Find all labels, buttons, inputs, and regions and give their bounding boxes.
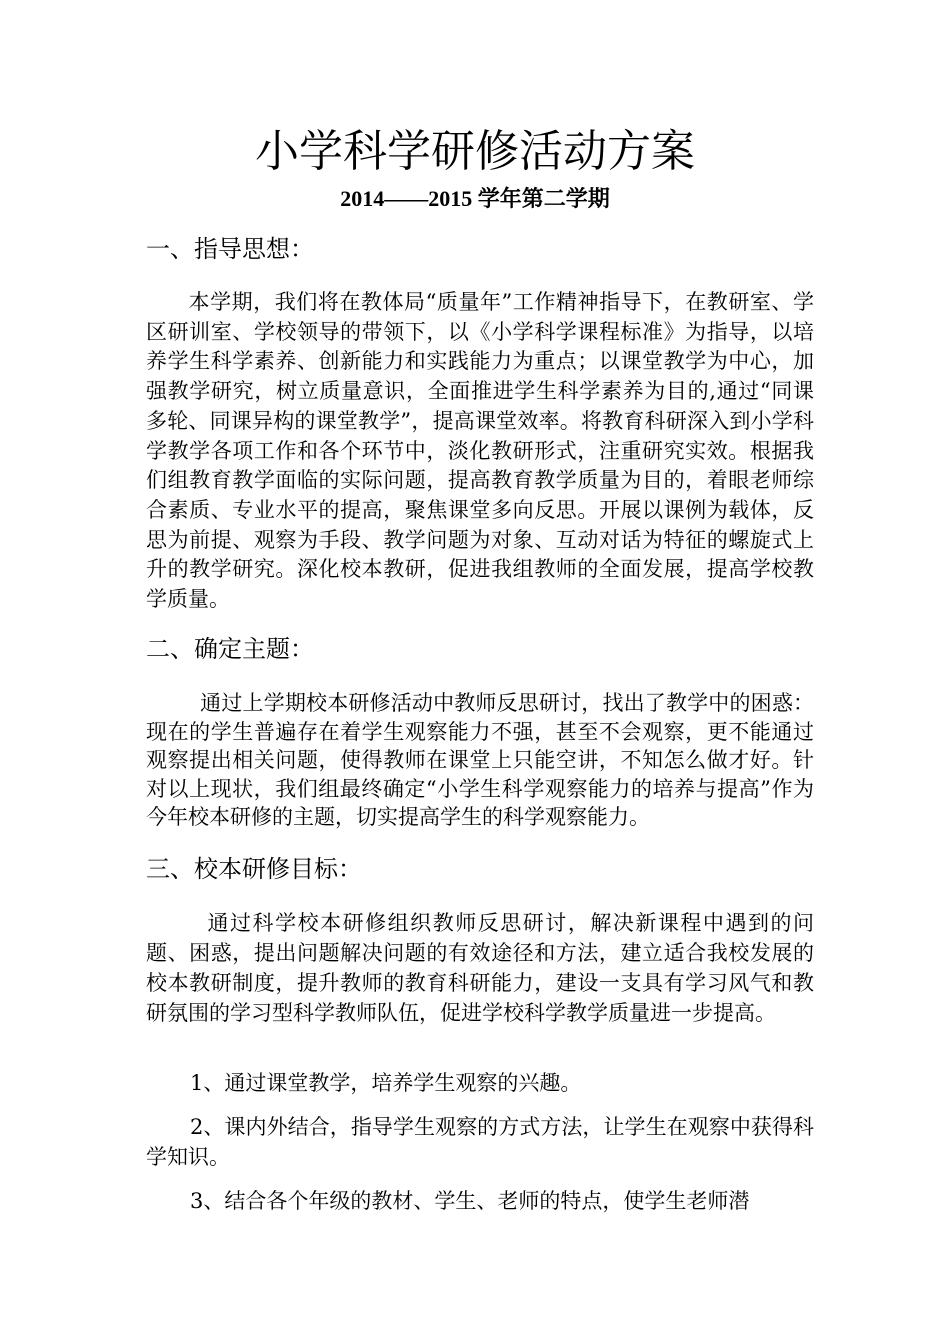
section-paragraph-goals <box>146 908 814 1028</box>
section-heading-theme: 二、确定主题： <box>146 635 314 663</box>
goal-item-2 <box>146 1112 814 1172</box>
section-paragraph-theme <box>146 689 814 832</box>
goal-item-1 <box>146 1068 814 1098</box>
goal-item-text: 1、通过课堂教学，培养学生观察的兴趣。 <box>190 1071 582 1095</box>
goal-item-3 <box>146 1186 814 1216</box>
paragraph-text: 通过上学期校本研修活动中教师反思研讨，找出了教学中的困惑：现在的学生普遍存在着学生观察能力不强，甚至不会观察，更不能通过观察提出相关问题，使得教师在课堂上只能空讲，不知怎么做才好。针对以上现状，我们组最终确定“小学生科学观察能力的培养与提高”作为今年校本研修的主题，切实提高学生的科学观察能力。 <box>146 691 814 829</box>
paragraph-text: 通过科学校本研修组织教师反思研讨，解决新课程中遇到的问题、困惑，提出问题解决问题的有效途径和方法，建立适合我校发展的校本教研制度，提升教师的教育科研能力，建设一支具有学习风气和教研氛围的学习型科学教师队伍，促进学校科学教学质量进一步提高。 <box>146 911 814 1025</box>
section-heading-guiding-thought: 一、指导思想： <box>146 235 314 263</box>
document-subtitle: 2014——2015 学年第二学期 <box>340 186 610 211</box>
section-heading-goals: 三、校本研修目标： <box>146 855 362 883</box>
paragraph-text: 本学期，我们将在教体局“质量年”工作精神指导下，在教研室、学区研训室、学校领导的带领下，以《小学科学课程标准》为指导，以培养学生科学素养、创新能力和实践能力为重点；以课堂教学为中心，加强教学研究，树立质量意识，全面推进学生科学素养为目的,通过“同课多轮、同课异构的课堂教学”，提高课堂效率。将教育科研深入到小学科学教学各项工作和各个环节中，淡化教研形式，注重研究实效。根据我们组教育教学面临的实际问题，提高教育教学质量为目的，着眼老师综合素质、专业水平的提高，聚焦课堂多向反思。开展以课例为载体，反思为前提、观察为手段、教学问题为对象、互动对话为特征的螺旋式上升的教学研究。深化校本教研，促进我组教师的全面发展，提高学校教学质量。 <box>146 290 814 612</box>
section-paragraph-guiding-thought <box>146 288 814 615</box>
document-title: 小学科学研修活动方案 <box>255 126 695 177</box>
goal-item-text: 3、结合各个年级的教材、学生、老师的特点，使学生老师潜 <box>190 1189 750 1213</box>
goal-item-text: 2、课内外结合，指导学生观察的方式方法，让学生在观察中获得科学知识。 <box>146 1115 814 1169</box>
